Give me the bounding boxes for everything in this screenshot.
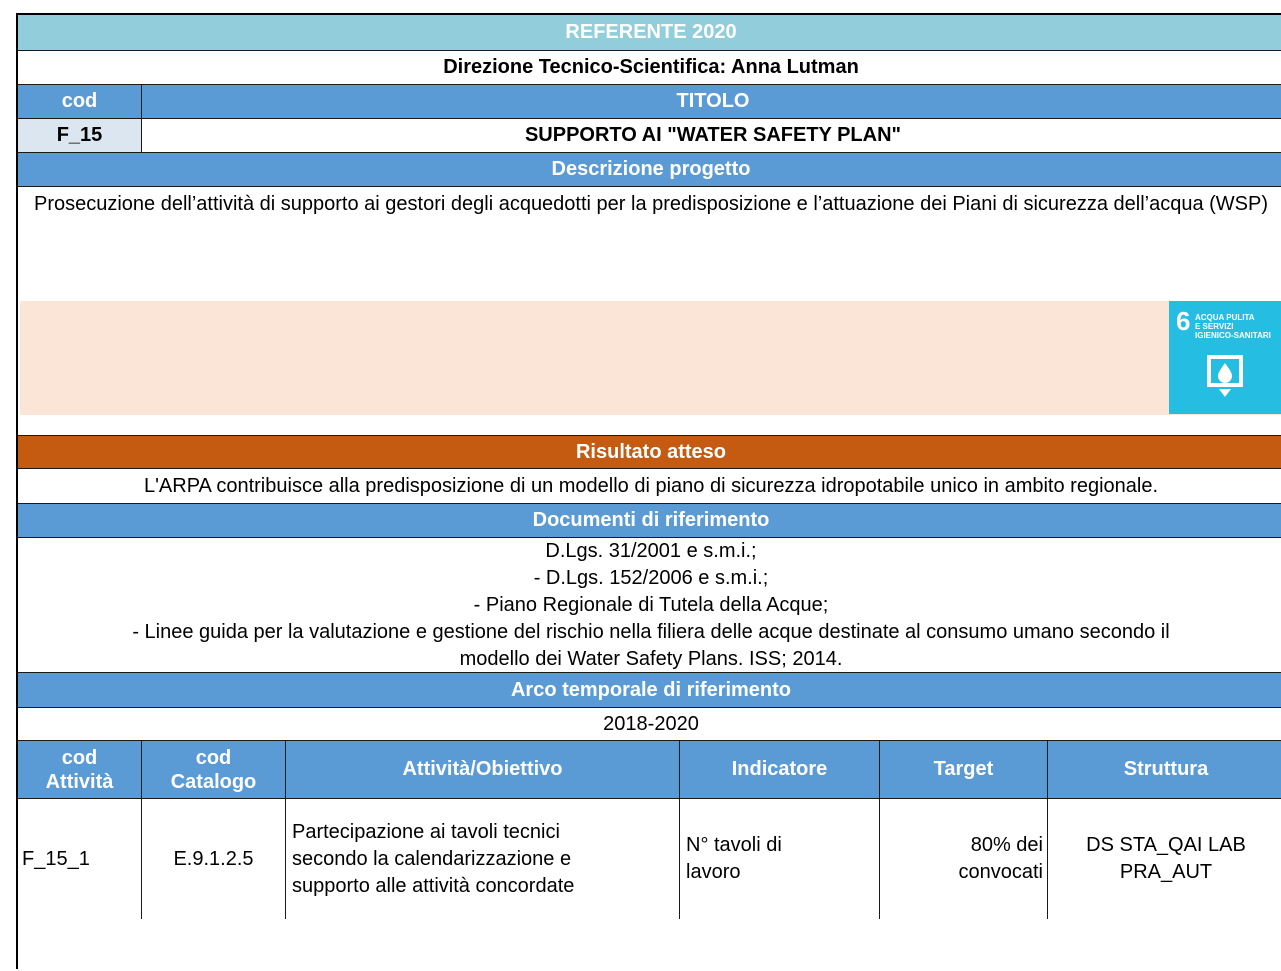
project-sheet: [16, 13, 1281, 969]
struttura-line-1: DS STA_QAI LAB: [1086, 834, 1246, 856]
titolo-value-cell: [142, 119, 1281, 152]
documenti-line-1: D.Lgs. 31/2001 e s.m.i.;: [545, 539, 757, 562]
cod-attivita-value: F_15_1: [22, 847, 90, 870]
attivita-line-2: secondo la calendarizzazione e: [292, 847, 572, 870]
risultato-text-row: [18, 469, 1281, 504]
cod-catalogo-header-line-1: cod: [195, 746, 232, 769]
direzione-row: [18, 51, 1281, 85]
titolo-header-label: TITOLO: [676, 90, 750, 112]
struttura-header: [1048, 741, 1281, 798]
indicatore-cell: [680, 799, 880, 919]
documenti-header: [18, 504, 1281, 538]
risultato-header: [18, 435, 1281, 469]
water-drop-icon: [1205, 355, 1245, 399]
target-header-label: Target: [933, 758, 994, 780]
sdg-band: [20, 301, 1281, 415]
cod-header-cell: [18, 85, 142, 118]
documenti-label: Documenti di riferimento: [532, 509, 770, 531]
sdg-6-tile: [1169, 301, 1281, 414]
cod-attivita-header: [18, 741, 142, 798]
attivita-cell: [286, 799, 680, 919]
arco-value-row: [18, 708, 1281, 741]
sdg-label-line-3: IGIENICO-SANITARI: [1195, 331, 1271, 340]
descrizione-text: Prosecuzione dell’attività di supporto ai gestori degli acquedotti per la predisposizione e l’attuazione dei Piani di sicurezza dell’acqua (WSP): [33, 193, 1269, 215]
indicatore-header-label: Indicatore: [731, 758, 828, 780]
arco-label: Arco temporale di riferimento: [510, 678, 792, 701]
cod-header-label: cod: [61, 90, 98, 112]
attivita-line-3: supporto alle attività concordate: [292, 874, 575, 897]
title-value-row: [18, 119, 1281, 153]
descrizione-label: Descrizione progetto: [551, 158, 751, 180]
cod-catalogo-cell: [142, 799, 286, 919]
documenti-line-3: - Piano Regionale di Tutela della Acque;: [473, 593, 829, 616]
arco-header: [18, 673, 1281, 708]
documenti-line-5: modello dei Water Safety Plans. ISS; 2014.: [459, 647, 843, 670]
descrizione-text-row: [18, 187, 1281, 293]
sdg-label-line-1: ACQUA PULITA: [1195, 313, 1255, 322]
cod-attivita-header-line-2: Attività: [45, 770, 114, 793]
attivita-header-label: Attività/Obiettivo: [402, 758, 563, 780]
referente-label: REFERENTE 2020: [565, 21, 737, 43]
target-line-2: convocati: [958, 861, 1043, 883]
struttura-cell: [1048, 799, 1281, 919]
attivita-header: [286, 741, 680, 798]
indicatore-line-2: lavoro: [686, 861, 741, 883]
struttura-line-2: PRA_AUT: [1119, 861, 1213, 883]
direzione-label: Direzione Tecnico-Scientifica: Anna Lutman: [443, 56, 859, 78]
referente-header: [18, 15, 1281, 51]
risultato-label: Risultato atteso: [575, 440, 727, 463]
documenti-list: [18, 538, 1281, 673]
titolo-header-cell: [142, 85, 1281, 118]
title-header-row: [18, 85, 1281, 119]
table-row: [18, 799, 1281, 971]
activity-header-row: [18, 741, 1281, 799]
cod-catalogo-value: E.9.1.2.5: [173, 847, 254, 870]
target-cell: [880, 799, 1048, 919]
titolo-value: SUPPORTO AI "WATER SAFETY PLAN": [524, 124, 902, 146]
risultato-text: L'ARPA contribuisce alla predisposizione di un modello di piano di sicurezza idropotabile unico in ambito regionale.: [143, 474, 1159, 497]
documenti-line-2: - D.Lgs. 152/2006 e s.m.i.;: [533, 566, 769, 589]
cod-catalogo-header: [142, 741, 286, 798]
documenti-line-4: - Linee guida per la valutazione e gestione del rischio nella filiera delle acque destinate al consumo umano secondo il: [132, 620, 1170, 643]
cod-value: F_15: [56, 124, 103, 146]
descrizione-header: [18, 153, 1281, 187]
target-header: [880, 741, 1048, 798]
attivita-line-1: Partecipazione ai tavoli tecnici: [292, 820, 560, 843]
cod-value-cell: [18, 119, 142, 152]
arco-value: 2018-2020: [603, 713, 699, 735]
struttura-header-label: Struttura: [1123, 758, 1209, 780]
sdg-label-line-2: E SERVIZI: [1195, 322, 1234, 331]
sdg-label: [1195, 313, 1271, 340]
indicatore-header: [680, 741, 880, 798]
sdg-number: 6: [1176, 306, 1191, 336]
indicatore-line-1: N° tavoli di: [686, 834, 782, 856]
cod-catalogo-header-line-2: Catalogo: [170, 770, 257, 793]
target-line-1: 80% dei: [970, 834, 1043, 856]
cod-attivita-cell: [18, 799, 142, 919]
cod-attivita-header-line-1: cod: [61, 746, 98, 769]
